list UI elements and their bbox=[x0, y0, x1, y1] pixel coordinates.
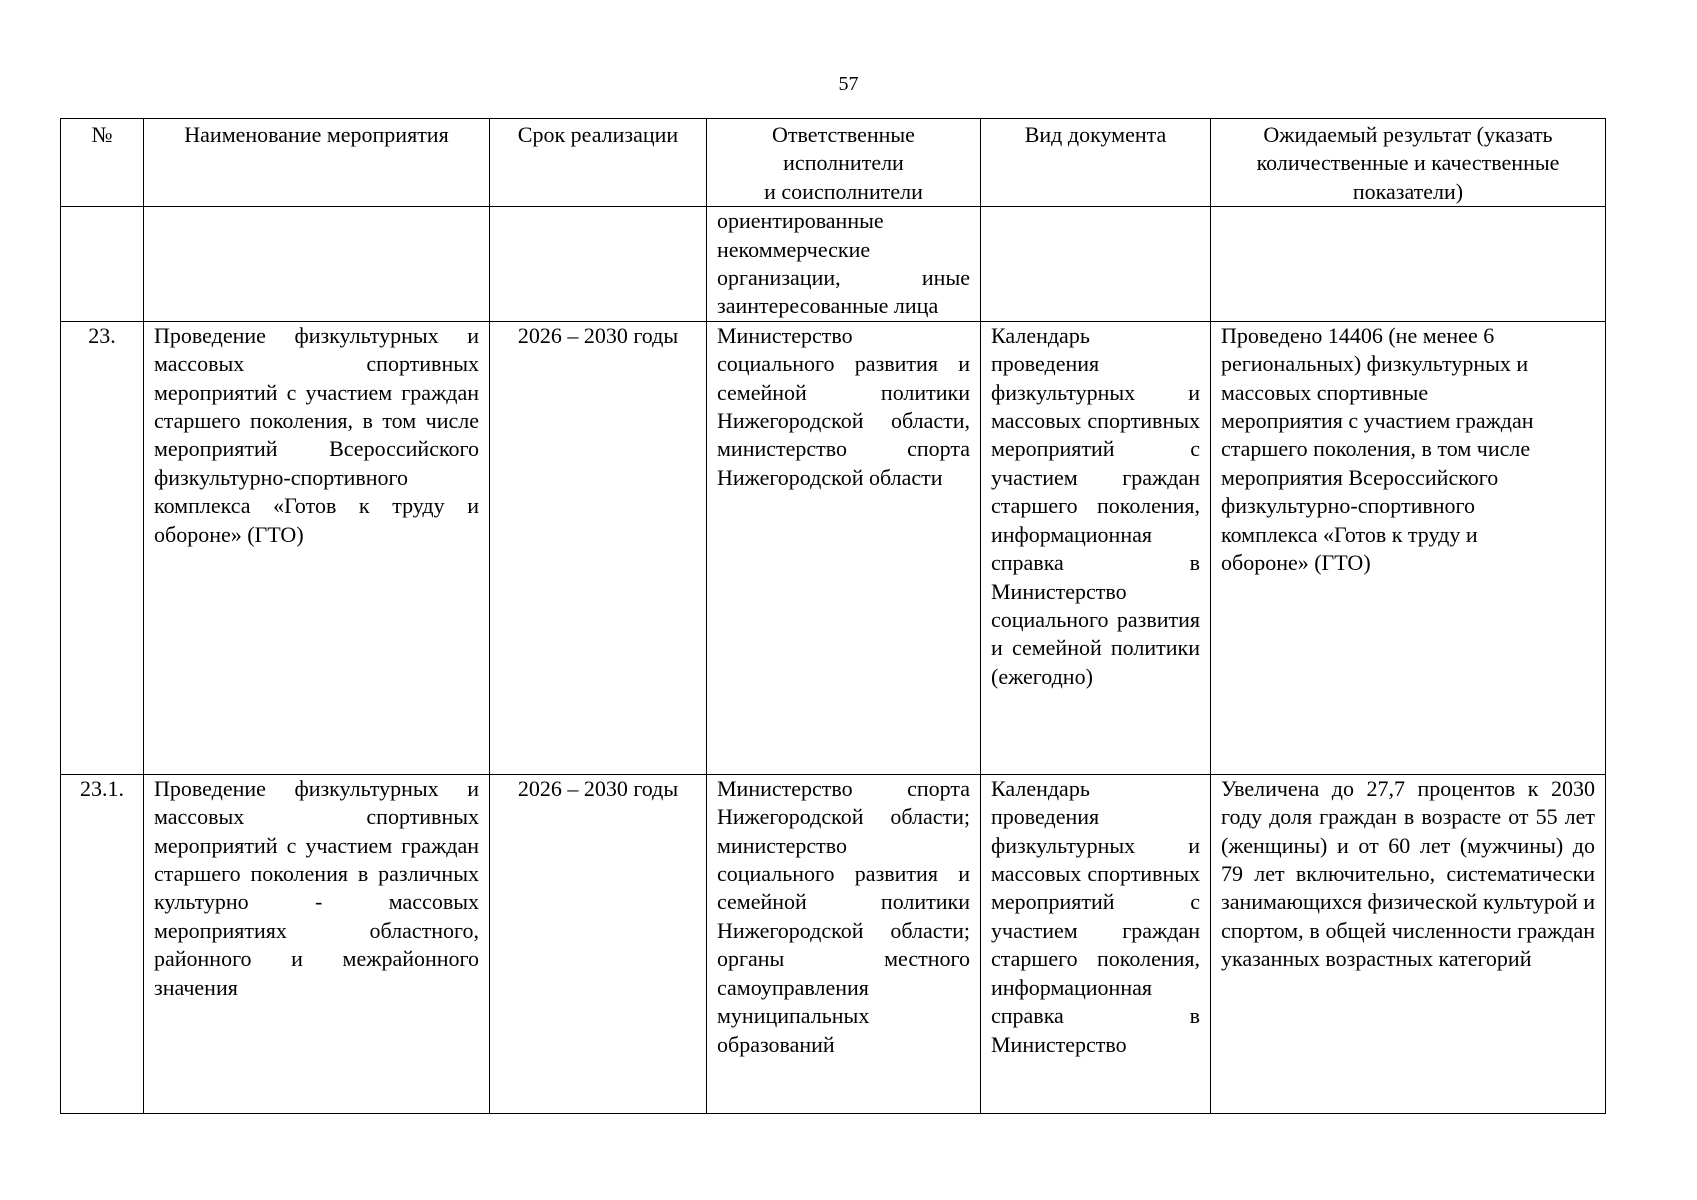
cell-activity-name bbox=[144, 207, 490, 322]
cell-responsible: Министерство спорта Нижегородской области; министерство социального развития и семейной политики Нижегородской области; органы местного самоуправления муниципальных образований bbox=[707, 774, 981, 1113]
cell-term bbox=[490, 207, 707, 322]
cell-number: 23. bbox=[61, 321, 144, 774]
header-responsible-line: Ответственные bbox=[772, 122, 915, 147]
cell-activity-name: Проведение физкультурных и массовых спортивных мероприятий с участием граждан старшего поколения, в том числе мероприятий Всероссийского физкультурно-спортивного комплекса «Готов к труду и обороне» (ГТО) bbox=[144, 321, 490, 774]
cell-expected-result bbox=[1211, 207, 1606, 322]
header-expected-result bbox=[1211, 119, 1606, 207]
header-activity-name: Наименование мероприятия bbox=[144, 119, 490, 207]
result-line: массовых спортивные bbox=[1221, 379, 1429, 405]
result-line: региональных) физкультурных и bbox=[1221, 351, 1529, 377]
cell-term: 2026 – 2030 годы bbox=[490, 321, 707, 774]
header-result-line: количественные и качественные bbox=[1256, 150, 1560, 176]
cell-document-type: Календарь проведения физкультурных и массовых спортивных мероприятий с участием граждан старшего поколения, информационная справка в Министерство социального развития и семейной политики (ежегодно) bbox=[981, 321, 1211, 774]
cell-term: 2026 – 2030 годы bbox=[490, 774, 707, 1113]
activities-table bbox=[60, 118, 1606, 1114]
cell-document-type: Календарь проведения физкультурных и массовых спортивных мероприятий с участием граждан старшего поколения, информационная справка в Министерство bbox=[981, 774, 1211, 1113]
header-result-line: показатели) bbox=[1352, 178, 1464, 204]
header-term: Срок реализации bbox=[490, 119, 707, 207]
cell-responsible bbox=[707, 207, 981, 322]
responsible-line: организации, иные bbox=[717, 265, 970, 291]
table-header-row bbox=[61, 119, 1606, 207]
header-result-line: Ожидаемый результат (указать bbox=[1263, 122, 1553, 147]
header-responsible-line: и соисполнители bbox=[764, 178, 923, 204]
result-line: комплекса «Готов к труду и bbox=[1221, 521, 1478, 547]
table-row bbox=[61, 321, 1606, 774]
table-row-continuation bbox=[61, 207, 1606, 322]
result-line: Проведено 14406 (не менее 6 bbox=[1221, 322, 1495, 348]
header-number: № bbox=[61, 119, 144, 207]
responsible-line: ориентированные bbox=[717, 208, 884, 234]
result-line: мероприятия с участием граждан bbox=[1221, 408, 1534, 434]
result-line: физкультурно-спортивного bbox=[1221, 493, 1475, 519]
cell-number bbox=[61, 207, 144, 322]
cell-expected-result bbox=[1211, 321, 1606, 774]
responsible-line: заинтересованные лица bbox=[717, 293, 939, 319]
result-line: обороне» (ГТО) bbox=[1221, 550, 1371, 576]
cell-activity-name: Проведение физкультурных и массовых спортивных мероприятий с участием граждан старшего поколения в различных культурно - массовых мероприятиях областного, районного и межрайонного значения bbox=[144, 774, 490, 1113]
page-number: 57 bbox=[838, 73, 859, 95]
header-document-type: Вид документа bbox=[981, 119, 1211, 207]
header-responsible bbox=[707, 119, 981, 207]
cell-document-type bbox=[981, 207, 1211, 322]
cell-expected-result: Увеличена до 27,7 процентов к 2030 году доля граждан в возрасте от 55 лет (женщины) и от 60 лет (мужчины) до 79 лет включительно, систематически занимающихся физической культурой и спортом, в общей численности граждан указанных возрастных категорий bbox=[1211, 774, 1606, 1113]
cell-number: 23.1. bbox=[61, 774, 144, 1113]
result-line: мероприятия Всероссийского bbox=[1221, 464, 1499, 490]
header-responsible-line: исполнители bbox=[783, 150, 904, 176]
responsible-line: некоммерческие bbox=[717, 236, 871, 262]
cell-responsible: Министерство социального развития и семейной политики Нижегородской области, министерство спорта Нижегородской области bbox=[707, 321, 981, 774]
result-line: старшего поколения, в том числе bbox=[1221, 436, 1531, 462]
table-row bbox=[61, 774, 1606, 1113]
